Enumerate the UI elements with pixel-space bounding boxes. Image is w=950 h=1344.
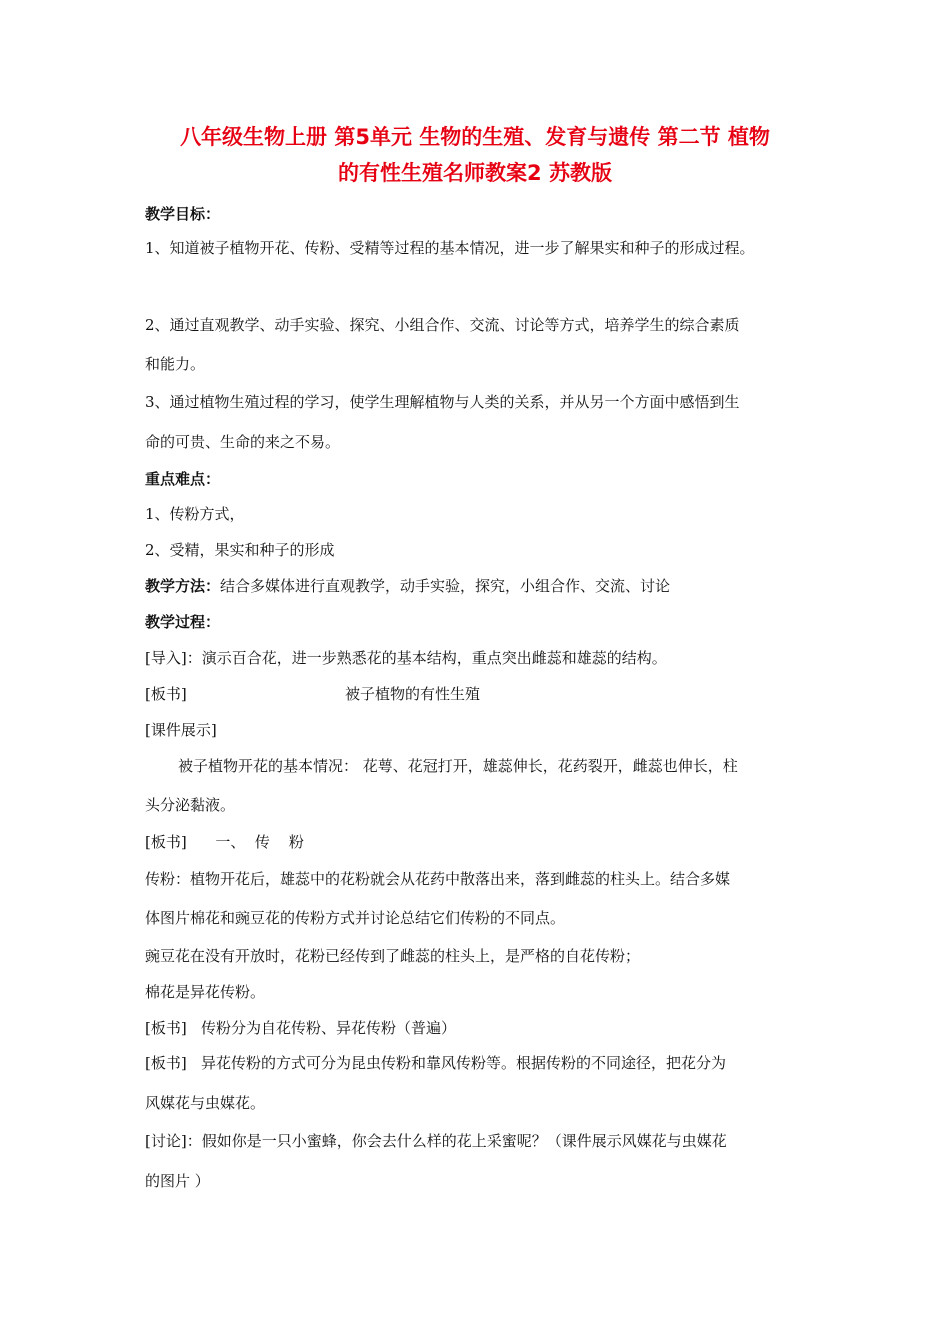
board-note-3: [板书] 传粉分为自花传粉、异花传粉（普遍） [145, 1019, 457, 1037]
objective-3-line-1: 3、通过植物生殖过程的学习，使学生理解植物与人类的关系，并从另一个方面中感悟到生 [145, 393, 740, 411]
board-note-1-tag: [板书] [145, 685, 187, 703]
teaching-method-label: 教学方法： [145, 577, 221, 595]
teaching-method [145, 575, 670, 597]
discussion-line-1: [讨论]：假如你是一只小蜜蜂，你会去什么样的花上采蜜呢？（课件展示风媒花与虫媒花 [145, 1132, 727, 1150]
discussion-line-2: 的图片 ） [145, 1172, 210, 1190]
blooming-line-2: 头分泌黏液。 [145, 796, 236, 814]
key-point-1: 1、传粉方式， [145, 505, 245, 523]
cotton-line: 棉花是异花传粉。 [145, 983, 266, 1001]
courseware-tag: [课件展示] [145, 721, 217, 739]
board-note-4-line-2: 风媒花与虫媒花。 [145, 1094, 266, 1112]
pea-flower-line: 豌豆花在没有开放时，花粉已经传到了雌蕊的柱头上，是严格的自花传粉； [145, 947, 641, 965]
objectives-heading: 教学目标： [145, 205, 221, 223]
objective-3-line-2: 命的可贵、生命的来之不易。 [145, 433, 341, 451]
pollination-line-1: 传粉：植物开花后，雄蕊中的花粉就会从花药中散落出来，落到雌蕊的柱头上。结合多媒 [145, 870, 731, 888]
objective-1: 1、知道被子植物开花、传粉、受精等过程的基本情况，进一步了解果实和种子的形成过程。 [145, 239, 755, 257]
title-line-2: 的有性生殖名师教案2 苏教版 [338, 161, 612, 185]
board-note-4-line-1: [板书] 异花传粉的方式可分为昆虫传粉和靠风传粉等。根据传粉的不同途径，把花分为 [145, 1054, 727, 1072]
intro-paragraph: [导入]：演示百合花，进一步熟悉花的基本结构，重点突出雌蕊和雄蕊的结构。 [145, 649, 667, 667]
pollination-line-2: 体图片棉花和豌豆花的传粉方式并讨论总结它们传粉的不同点。 [145, 909, 566, 927]
board-note-1-text: 被子植物的有性生殖 [345, 685, 481, 703]
board-note-2: [板书] 一、 传 粉 [145, 833, 304, 851]
objective-2-line-1: 2、通过直观教学、动手实验、探究、小组合作、交流、讨论等方式，培养学生的综合素质 [145, 316, 740, 334]
key-points-heading: 重点难点： [145, 470, 221, 488]
title-line-1: 八年级生物上册 第5单元 生物的生殖、发育与遗传 第二节 植物 [180, 125, 770, 149]
teaching-method-text: 结合多媒体进行直观教学，动手实验，探究，小组合作、交流、讨论 [220, 577, 671, 595]
key-point-2: 2、受精，果实和种子的形成 [145, 541, 335, 559]
process-heading: 教学过程： [145, 613, 221, 631]
objective-2-line-2: 和能力。 [145, 355, 206, 373]
blooming-line-1: 被子植物开花的基本情况： 花萼、花冠打开，雄蕊伸长，花药裂开，雌蕊也伸长，柱 [178, 757, 738, 775]
